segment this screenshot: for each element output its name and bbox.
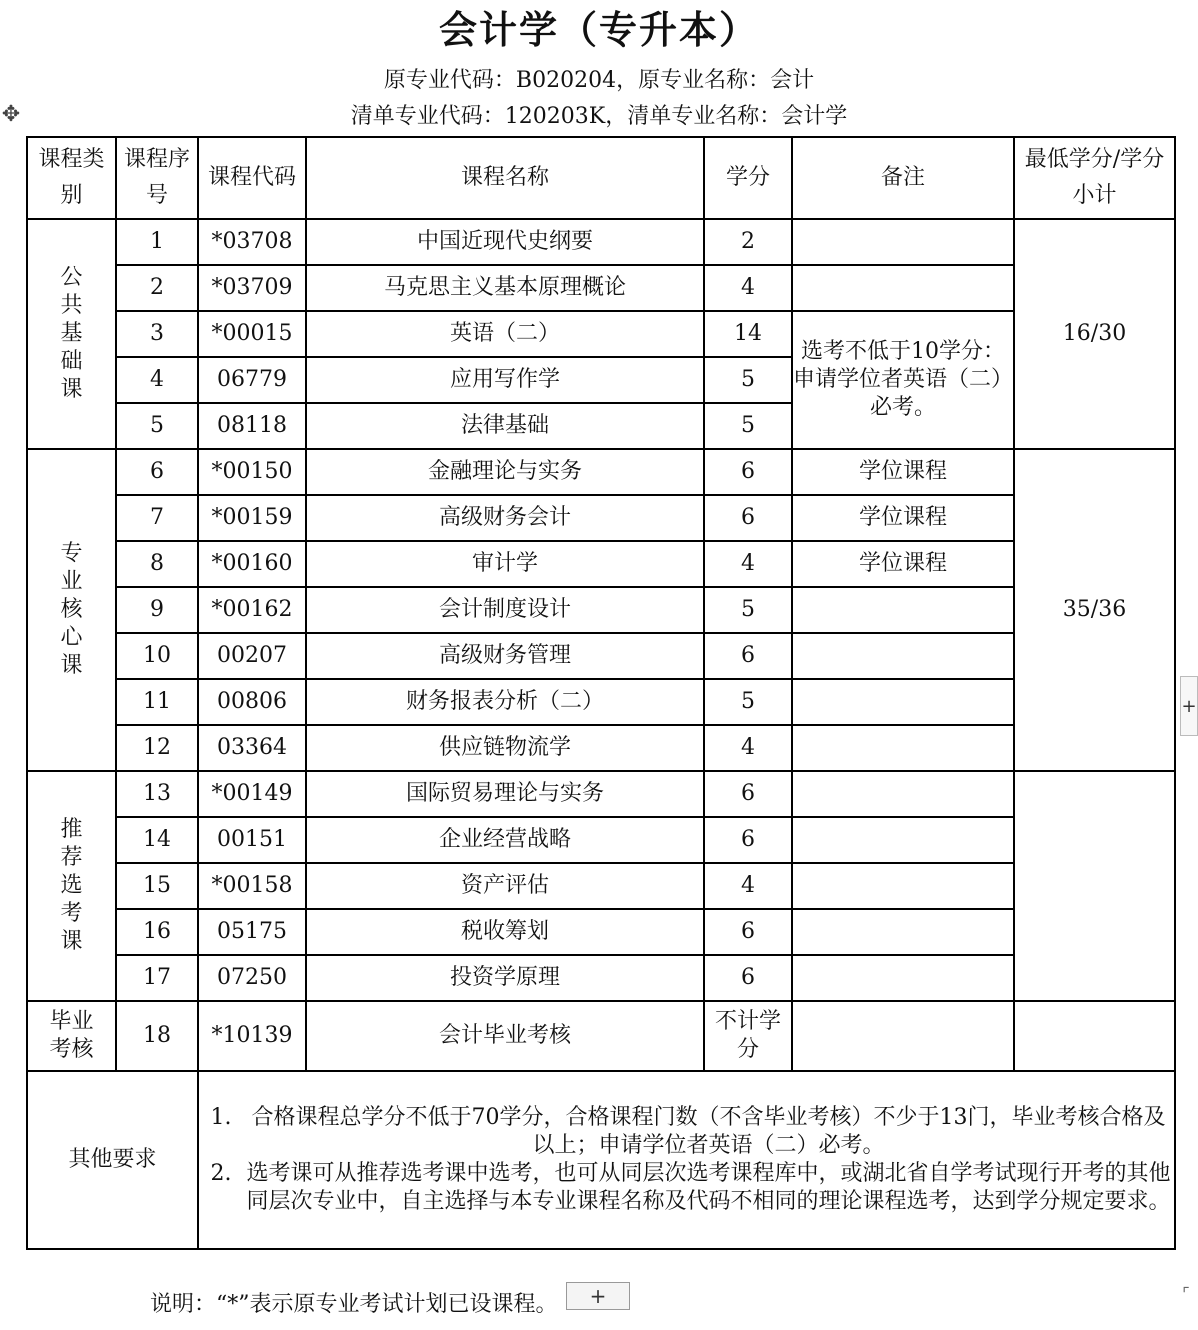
row-code: 06779 — [198, 357, 306, 403]
row-seq: 3 — [116, 311, 198, 357]
requirement-item — [199, 1160, 1174, 1216]
row-credit: 6 — [704, 495, 792, 541]
table-row — [27, 955, 1175, 1001]
other-requirements-row — [27, 1071, 1175, 1249]
row-seq: 8 — [116, 541, 198, 587]
row-note — [792, 817, 1014, 863]
row-name: 法律基础 — [306, 403, 704, 449]
row-seq: 11 — [116, 679, 198, 725]
table-row — [27, 449, 1175, 495]
table-row — [27, 725, 1175, 771]
row-seq: 2 — [116, 265, 198, 311]
subtotal-grad — [1014, 1001, 1175, 1071]
row-credit: 6 — [704, 817, 792, 863]
row-seq: 9 — [116, 587, 198, 633]
row-credit: 5 — [704, 587, 792, 633]
table-move-handle-icon[interactable]: ✥ — [1, 102, 21, 127]
row-note — [792, 909, 1014, 955]
row-seq: 6 — [116, 449, 198, 495]
row-seq: 16 — [116, 909, 198, 955]
row-credit: 6 — [704, 633, 792, 679]
row-seq: 7 — [116, 495, 198, 541]
row-credit: 5 — [704, 679, 792, 725]
row-note — [792, 679, 1014, 725]
row-name: 资产评估 — [306, 863, 704, 909]
row-seq: 5 — [116, 403, 198, 449]
table-row — [27, 679, 1175, 725]
row-credit: 4 — [704, 541, 792, 587]
row-credit: 6 — [704, 449, 792, 495]
row-note: 学位课程 — [792, 495, 1014, 541]
list-major-line: 清单专业代码：120203K，清单专业名称：会计学 — [350, 104, 848, 129]
row-code: *00150 — [198, 449, 306, 495]
row-code: *00149 — [198, 771, 306, 817]
row-name: 金融理论与实务 — [306, 449, 704, 495]
row-note — [792, 771, 1014, 817]
row-name: 会计制度设计 — [306, 587, 704, 633]
row-code: 00207 — [198, 633, 306, 679]
table-row — [27, 219, 1175, 265]
table-row — [27, 817, 1175, 863]
row-note: 学位课程 — [792, 449, 1014, 495]
row-credit: 6 — [704, 771, 792, 817]
row-credit: 4 — [704, 863, 792, 909]
row-note — [792, 725, 1014, 771]
add-row-button[interactable]: + — [566, 1282, 630, 1310]
row-seq: 14 — [116, 817, 198, 863]
original-major-line: 原专业代码：B020204，原专业名称：会计 — [383, 68, 815, 93]
row-name: 会计毕业考核 — [306, 1001, 704, 1071]
row-code: *00160 — [198, 541, 306, 587]
row-name: 国际贸易理论与实务 — [306, 771, 704, 817]
row-seq: 15 — [116, 863, 198, 909]
row-code: 03364 — [198, 725, 306, 771]
row-note — [792, 863, 1014, 909]
row-code: *00158 — [198, 863, 306, 909]
table-row — [27, 265, 1175, 311]
row-name: 税收筹划 — [306, 909, 704, 955]
row-credit: 6 — [704, 909, 792, 955]
row-note — [792, 587, 1014, 633]
table-row — [27, 771, 1175, 817]
row-credit: 4 — [704, 265, 792, 311]
row-name: 马克思主义基本原理概论 — [306, 265, 704, 311]
row-seq: 1 — [116, 219, 198, 265]
row-note — [792, 955, 1014, 1001]
row-code: 00806 — [198, 679, 306, 725]
row-credit: 5 — [704, 403, 792, 449]
category-grad: 毕业 考核 — [27, 1001, 116, 1071]
row-name: 应用写作学 — [306, 357, 704, 403]
row-seq: 18 — [116, 1001, 198, 1071]
page-title: 会计学（专升本） — [438, 7, 759, 52]
row-name: 审计学 — [306, 541, 704, 587]
table-row — [27, 587, 1175, 633]
table-row — [27, 633, 1175, 679]
row-code: *03709 — [198, 265, 306, 311]
row-name: 中国近现代史纲要 — [306, 219, 704, 265]
row-credit: 4 — [704, 725, 792, 771]
header-category: 课程类别 — [27, 137, 116, 219]
requirement-text: 选考课可从推荐选考课中选考，也可从同层次选考课程库中，或湖北省自学考试现行开考的其他同层次专业中，自主选择与本专业课程名称及代码不相同的理论课程选考，达到学分规定要求。 — [246, 1161, 1171, 1214]
table-row — [27, 495, 1175, 541]
requirement-number: 1. — [210, 1105, 232, 1130]
subtotal-public: 16/30 — [1014, 219, 1175, 449]
row-name: 投资学原理 — [306, 955, 704, 1001]
header-credit: 学分 — [704, 137, 792, 219]
table-header-row — [27, 137, 1175, 219]
row-seq: 13 — [116, 771, 198, 817]
row-credit: 不计学分 — [704, 1001, 792, 1071]
table-resize-handle-icon[interactable]: ⌜ — [1182, 1284, 1190, 1303]
row-code: 08118 — [198, 403, 306, 449]
category-public: 公 共 基 础 课 — [27, 219, 116, 449]
row-credit: 6 — [704, 955, 792, 1001]
table-row — [27, 909, 1175, 955]
other-requirements-label: 其他要求 — [27, 1071, 198, 1249]
table-row — [27, 863, 1175, 909]
category-core: 专 业 核 心 课 — [27, 449, 116, 771]
row-code: *00162 — [198, 587, 306, 633]
subtotal-elective — [1014, 771, 1175, 1001]
category-elective: 推 荐 选 考 课 — [27, 771, 116, 1001]
header-code: 课程代码 — [198, 137, 306, 219]
row-code: *03708 — [198, 219, 306, 265]
row-name: 高级财务会计 — [306, 495, 704, 541]
row-credit: 2 — [704, 219, 792, 265]
course-table — [26, 136, 1176, 1250]
table-row — [27, 541, 1175, 587]
row-code: 07250 — [198, 955, 306, 1001]
row-code: *00015 — [198, 311, 306, 357]
row-seq: 10 — [116, 633, 198, 679]
requirement-item — [199, 1104, 1174, 1160]
requirement-number: 2. — [210, 1161, 232, 1186]
row-credit: 5 — [704, 357, 792, 403]
row-name: 财务报表分析（二） — [306, 679, 704, 725]
header-name: 课程名称 — [306, 137, 704, 219]
row-note — [792, 265, 1014, 311]
row-seq: 4 — [116, 357, 198, 403]
header-note: 备注 — [792, 137, 1014, 219]
row-credit: 14 — [704, 311, 792, 357]
row-name: 高级财务管理 — [306, 633, 704, 679]
add-column-button[interactable]: + — [1180, 676, 1198, 736]
requirement-text: 合格课程总学分不低于70学分，合格课程门数（不含毕业考核）不少于13门，毕业考核合格及以上；申请学位者英语（二）必考。 — [251, 1105, 1166, 1158]
table-row — [27, 311, 1175, 357]
row-name: 企业经营战略 — [306, 817, 704, 863]
row-name: 供应链物流学 — [306, 725, 704, 771]
row-note — [792, 219, 1014, 265]
row-code: *00159 — [198, 495, 306, 541]
other-requirements-content — [198, 1071, 1175, 1249]
header-min-credit: 最低学分/学分小计 — [1014, 137, 1175, 219]
row-seq: 12 — [116, 725, 198, 771]
row-seq: 17 — [116, 955, 198, 1001]
row-note — [792, 633, 1014, 679]
row-code: 05175 — [198, 909, 306, 955]
table-row — [27, 1001, 1175, 1071]
header-seq: 课程序号 — [116, 137, 198, 219]
footnote: 说明：“*”表示原专业考试计划已设课程。 — [150, 1292, 558, 1317]
public-elective-note: 选考不低于10学分：申请学位者英语（二）必考。 — [792, 311, 1014, 449]
row-note: 学位课程 — [792, 541, 1014, 587]
row-code: *10139 — [198, 1001, 306, 1071]
row-name: 英语（二） — [306, 311, 704, 357]
subtotal-core: 35/36 — [1014, 449, 1175, 771]
row-code: 00151 — [198, 817, 306, 863]
row-note — [792, 1001, 1014, 1071]
